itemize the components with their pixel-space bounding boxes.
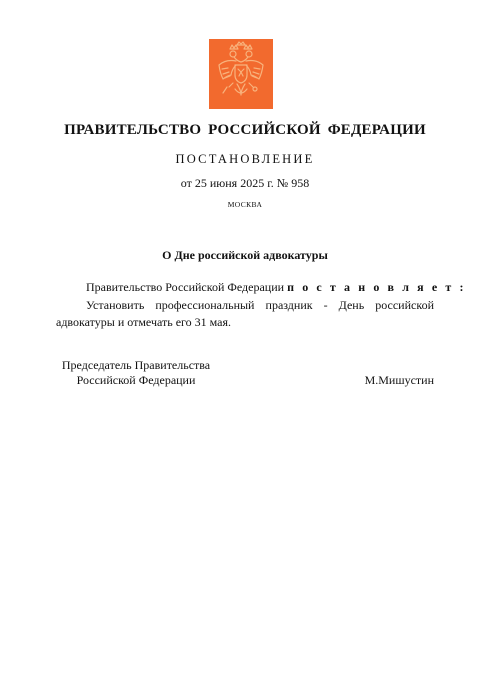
document-date-number: от 25 июня 2025 г. № 958	[180, 176, 310, 190]
preamble	[86, 280, 466, 295]
signer-position	[56, 358, 216, 388]
preamble-text: Правительство Российской Федерации	[86, 280, 288, 294]
resolution-body: Установить профессиональный праздник - День российской адвокатуры и отмечать его 31 мая.	[56, 298, 434, 329]
document-type: ПОСТАНОВЛЕНИЕ	[175, 152, 315, 166]
document-subject-title: О Дне российской адвокатуры	[162, 248, 328, 262]
signer-position-line2: Российской Федерации	[76, 373, 196, 387]
russian-coat-of-arms-icon	[209, 39, 273, 109]
preamble-verb: п о с т а н о в л я е т :	[287, 280, 467, 294]
signer-name: М.Мишустин	[364, 373, 434, 387]
city-label: МОСКВА	[227, 200, 263, 209]
signer-position-line1: Председатель Правительства	[61, 358, 211, 372]
organization-title: ПРАВИТЕЛЬСТВО РОССИЙСКОЙ ФЕДЕРАЦИИ	[64, 122, 426, 138]
